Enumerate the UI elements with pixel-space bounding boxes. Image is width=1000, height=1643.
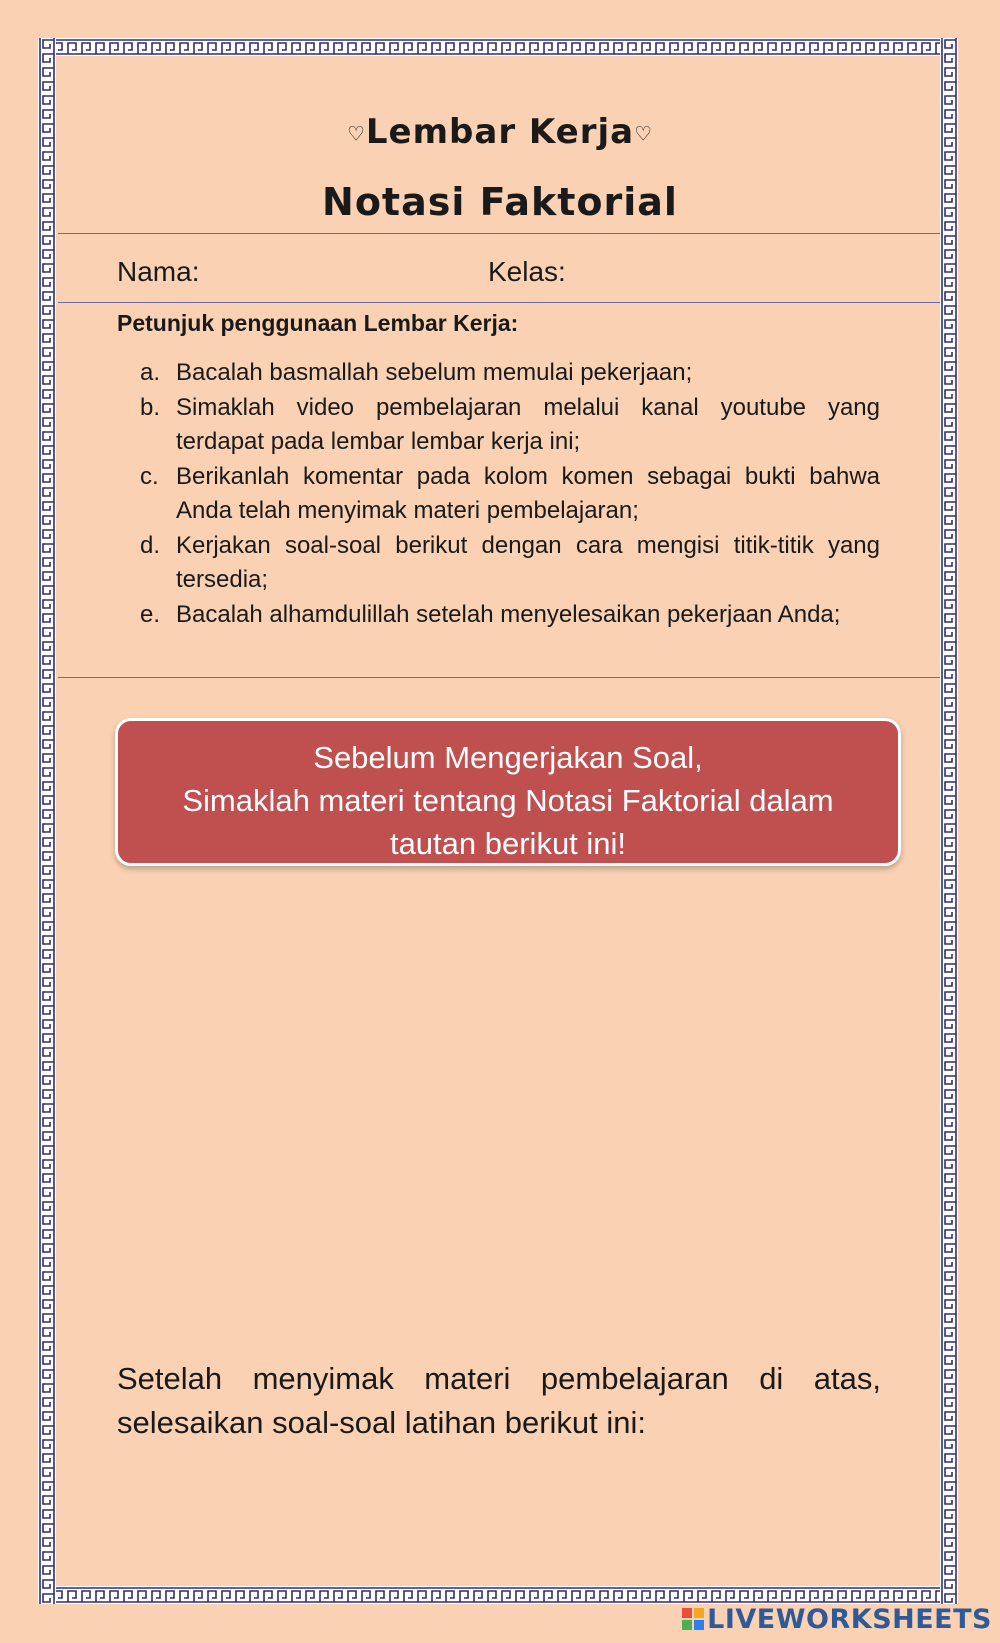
brand-name: LIVEWORKSHEETS: [707, 1603, 992, 1635]
logo-square: [694, 1620, 704, 1630]
border-right: [940, 38, 958, 1604]
video-instruction-callout: [115, 718, 901, 866]
heart-icon: ♡: [346, 121, 366, 146]
logo-square: [682, 1608, 692, 1618]
border-left: [38, 38, 56, 1604]
instructions-list: [140, 356, 880, 632]
worksheet-title: ♡Lembar Kerja♡: [346, 112, 654, 152]
heart-icon: ♡: [634, 121, 654, 146]
liveworksheets-logo-icon: [682, 1608, 704, 1630]
callout-line: tautan berikut ini!: [389, 826, 627, 861]
name-label: Nama:: [117, 256, 200, 287]
class-label: Kelas:: [488, 256, 566, 287]
divider: [58, 302, 940, 303]
callout-line: Simaklah materi tentang Notasi Faktorial dalam: [182, 783, 834, 818]
divider: [58, 677, 940, 678]
list-item: a. Bacalah basmallah sebelum memulai pekerjaan;: [140, 359, 693, 386]
divider: [58, 233, 940, 234]
instructions-heading: Petunjuk penggunaan Lembar Kerja:: [117, 310, 519, 336]
list-item: d. Kerjakan soal-soal berikut dengan cara mengisi titik-titik yang tersedia;: [140, 531, 880, 593]
list-item: b. Simaklah video pembelajaran melalui kanal youtube yang terdapat pada lembar lembar kerja ini;: [140, 393, 880, 455]
worksheet-subtitle: Notasi Faktorial: [322, 180, 678, 224]
exercise-intro: Setelah menyimak materi pembelajaran di atas, selesaikan soal-soal latihan berikut ini:: [117, 1361, 881, 1440]
logo-square: [694, 1608, 704, 1618]
list-item: e. Bacalah alhamdulillah setelah menyelesaikan pekerjaan Anda;: [140, 600, 841, 628]
liveworksheets-logo[interactable]: [682, 1601, 992, 1637]
page-edge: [958, 0, 1000, 1643]
list-item: c. Berikanlah komentar pada kolom komen sebagai bukti bahwa Anda telah menyimak materi pembelajaran;: [140, 462, 880, 524]
border-top: [38, 38, 958, 56]
logo-square: [682, 1620, 692, 1630]
callout-line: Sebelum Mengerjakan Soal,: [313, 740, 703, 775]
